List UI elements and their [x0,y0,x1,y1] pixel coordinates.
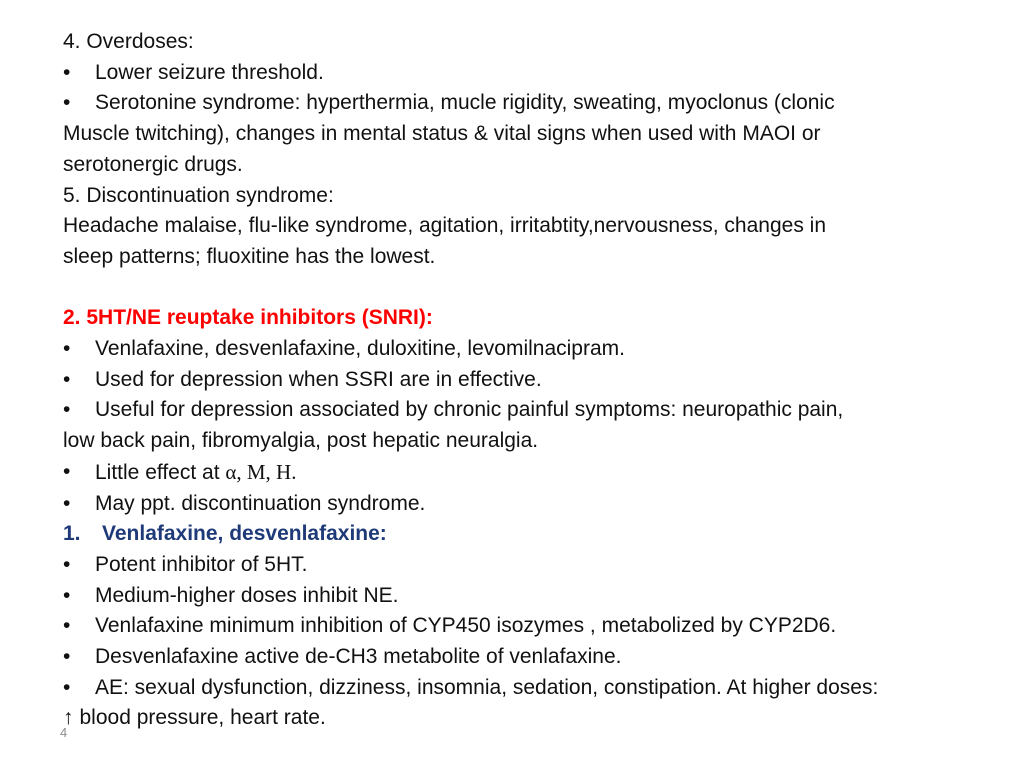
list-item-text: May ppt. discontinuation syndrome. [95,491,426,515]
list-item-continuation: serotonergic drugs. [63,152,243,176]
discontinuation-text: sleep patterns; fluoxitine has the lowest. [63,244,436,268]
heading-number: 1. [63,522,81,546]
bullet-marker: • [63,60,71,84]
list-item [63,581,993,612]
list-item-continuation: Muscle twitching), changes in mental status & vital signs when used with MAOI or [63,122,821,146]
list-item [63,365,993,396]
list-item [63,58,993,89]
discontinuation-heading: 5. Discontinuation syndrome: [63,183,334,207]
bullet-marker: • [63,367,71,391]
bullet-marker: • [63,583,71,607]
list-item-text: Lower seizure threshold. [95,60,324,84]
list-item-text: Desvenlafaxine active de-CH3 metabolite of venlafaxine. [95,645,622,669]
list-item [63,550,993,581]
slide-content [63,27,993,734]
list-item [63,611,993,642]
bullet-marker: • [63,614,71,638]
list-item-text: Used for depression when SSRI are in effective. [95,367,542,391]
list-item [63,457,993,489]
page-number: 4 [60,725,68,740]
list-item-text: Little effect at [95,460,220,484]
list-item-text: Medium-higher doses inhibit NE. [95,583,399,607]
bullet-marker: • [63,91,71,115]
receptor-symbols: α, M, H. [225,459,297,484]
list-item-text: Useful for depression associated by chronic painful symptoms: neuropathic pain, [95,398,844,422]
bullet-marker: • [63,552,71,576]
list-item-text: blood pressure, heart rate. [79,706,326,730]
venlafaxine-heading [63,519,993,550]
bullet-marker: • [63,337,71,361]
list-item-continuation [63,703,993,734]
up-arrow-icon: ↑ [63,706,74,730]
snri-heading: 2. 5HT/NE reuptake inhibitors (SNRI): [63,306,433,330]
list-item [63,395,993,426]
bullet-marker: • [63,675,71,699]
list-item-text: Venlafaxine minimum inhibition of CYP450 isozymes , metabolized by CYP2D6. [95,614,837,638]
bullet-marker: • [63,398,71,422]
list-item [63,334,993,365]
heading-text: Venlafaxine, desvenlafaxine: [102,522,387,546]
list-item-text: Serotonine syndrome: hyperthermia, mucle rigidity, sweating, myoclonus (clonic [95,91,835,115]
list-item [63,489,993,520]
list-item [63,88,993,119]
list-item-text: Venlafaxine, desvenlafaxine, duloxitine, levomilnacipram. [95,337,625,361]
bullet-marker: • [63,645,71,669]
list-item-text: AE: sexual dysfunction, dizziness, insomnia, sedation, constipation. At higher doses: [95,675,879,699]
overdoses-heading: 4. Overdoses: [63,30,194,53]
bullet-marker: • [63,459,71,483]
discontinuation-text: Headache malaise, flu-like syndrome, agitation, irritabtity,nervousness, changes in [63,214,826,238]
list-item [63,673,993,704]
list-item-continuation: low back pain, fibromyalgia, post hepatic neuralgia. [63,429,539,453]
list-item-text: Potent inhibitor of 5HT. [95,552,308,576]
list-item [63,642,993,673]
bullet-marker: • [63,491,71,515]
spacer [63,273,993,304]
